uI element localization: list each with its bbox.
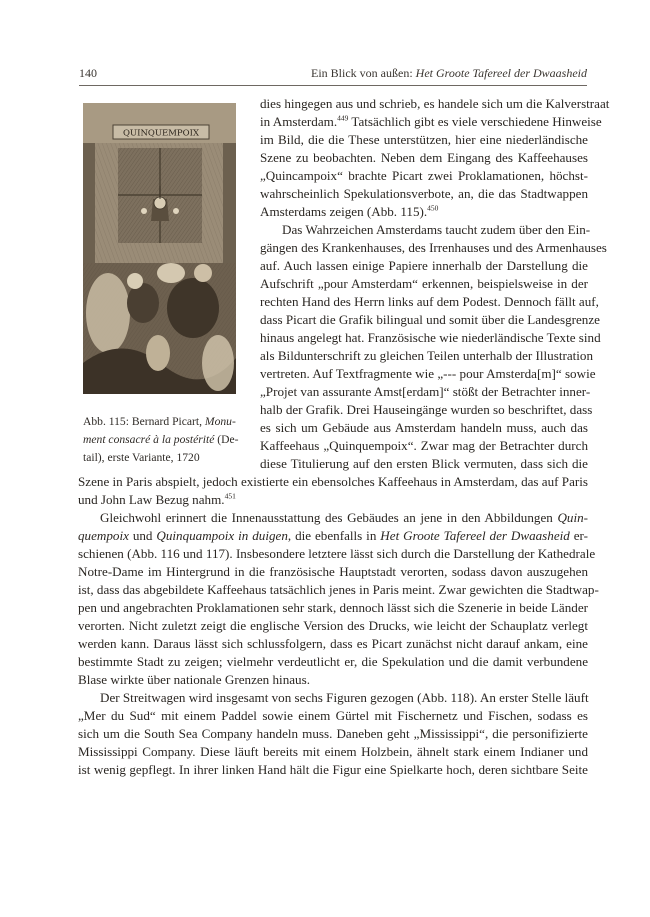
text-line: ist, dass das abgebildete Kaffeehaus tatsächlich jenes in Paris meint. Zwar gewichten die Stadtwap-	[78, 582, 599, 597]
text-line: gängen des Krankenhauses, des Irrenhauses und des Armenhauses	[260, 240, 607, 255]
text-line: quempoix und Quinquampoix in duigen, die ebenfalls in Het Groote Tafereel der Dwaasheid er-	[78, 528, 589, 543]
text-line: Mississippi Company. Diese läuft bereits mit einem Holzbein, ähnelt stark einem Indianer und	[78, 744, 588, 759]
text-line: und John Law Bezug nahm.$^{451}$	[78, 491, 236, 507]
text-line: vertreten. Auf Textfragmente wie „--- pour Amsterda[m]“ sowie	[260, 366, 596, 381]
body-text	[78, 95, 610, 779]
text-line: dies hingegen aus und schrieb, es handele sich um die Kalverstraat	[260, 96, 610, 111]
text-line: dass Picart die Grafik bilingual und somit über die Landesgrenze	[260, 312, 600, 327]
text-line: Kaffeehaus „Quinquempoix“. Zwar mag der Betrachter durch	[260, 438, 588, 453]
text-line: Notre-Dame im Hintergrund in die französische Hauptstadt verorten, sodass davon auszugehen	[78, 564, 588, 579]
footnote-ref: 449	[337, 113, 349, 123]
text-line: Der Streitwagen wird insgesamt von sechs Figuren gezogen (Abb. 118). An erster Stelle läuft	[100, 690, 589, 705]
footnote-ref: 450	[427, 203, 439, 213]
text-line: Szene zu beobachten. Neben dem Eingang des Kaffeehauses	[260, 150, 588, 165]
text-line: Gleichwohl erinnert die Innenausstattung des Gebäudes an jene in den Abbildungen Quin-	[100, 510, 588, 525]
text-line: Amsterdams zeigen (Abb. 115).$^{450}$	[260, 203, 439, 219]
text-line: „Mer du Sud“ mit einem Paddel sowie einem Gürtel mit Fischernetz und Fischen, sodass es	[78, 708, 588, 723]
text-line: auf. Auch lassen einige Papiere innerhalb der Darstellung die	[260, 258, 588, 273]
text-line: Szene in Paris abspielt, jedoch existierte ein ebensolches Kaffeehaus in Amsterdam, das auf Paris	[78, 474, 588, 489]
text-line: Blase wirkte über nationale Grenzen hinaus.	[78, 672, 310, 687]
text-line: diese Titulierung auf den ersten Blick vermuten, dass sich die	[260, 456, 588, 471]
text-line: bestimmte Stadt zu zeigen; vielmehr verdeutlicht er, die Spekulation und die damit verbundene	[78, 654, 588, 669]
text-line: es sich um Gebäude aus Amsterdam handeln muss, auch das	[260, 420, 588, 435]
quinquempoix-sign: QUINQUEMPOIX	[122, 128, 200, 139]
text-line: pen und angebrachten Proklamationen sehr stark, dennoch lässt sich die Szenerie in beide Länder	[78, 600, 588, 615]
page-number: 140	[79, 66, 97, 80]
figure-caption: Abb. 115: Bernard Picart, Monu- ment consacré à la postérité (De- tail), erste Variante, 1720	[83, 415, 239, 464]
text-line: Aufschrift „pour Amsterdam“ erkennen, beispielsweise in der	[260, 276, 588, 291]
text-line: im Bild, die die These unterstützen, hier eine niederländische	[260, 132, 588, 147]
text-line: verorten. Nicht zuletzt zeigt die englische Version des Drucks, wie leicht der Schauplatz verlegt	[78, 618, 588, 633]
text-line: werden kann. Daraus lässt sich schlussfolgern, dass es Picart zunächst nicht darauf ankam, eine	[78, 636, 588, 651]
text-line: ist wenig gepflegt. In ihrer linken Hand hält die Figur eine Spielkarte hoch, deren sichtbare Seite	[78, 762, 588, 777]
text-line: hinaus angelegt hat. Französische wie niederländische Texte sind	[260, 330, 601, 345]
text-line: rechten Hand des Herrn links auf dem Podest. Dennoch fällt auf,	[260, 294, 599, 309]
footnote-ref: 451	[224, 491, 236, 501]
text-line: sich um die South Sea Company handeln muss. Daneben geht „Mississippi“, die personifizierte	[78, 726, 588, 741]
text-line: wahrscheinlich Spekulationsverbote, an, die das Stadtwappen	[260, 186, 588, 201]
running-title: Ein Blick von außen: Het Groote Tafereel der Dwaasheid	[311, 66, 587, 80]
text-line: Das Wahrzeichen Amsterdams taucht zudem über den Ein-	[282, 222, 591, 237]
text-line: schienen (Abb. 116 und 117). Insbesondere letztere lässt sich durch die Darstellung der Kathedrale	[78, 546, 596, 561]
text-line: „Quincampoix“ brachte Picart zwei Proklamationen, höchst-	[260, 168, 588, 183]
header-rule	[79, 85, 587, 86]
text-line: in Amsterdam.$^{449}$ Tatsächlich gibt es viele verschiedene Hinweise	[260, 113, 602, 129]
text-line: „Projet van assurante Amst[erdam]“ stößt der Betrachter inner-	[260, 384, 591, 399]
text-line: als Bildunterschrift zu gleichen Teilen unterhalb der Illustration	[260, 348, 593, 363]
text-line: halb der Grafik. Drei Hauseingänge wurden so beschriftet, dass	[260, 402, 593, 417]
running-title-italic: Het Groote Tafereel der Dwaasheid	[415, 66, 587, 80]
